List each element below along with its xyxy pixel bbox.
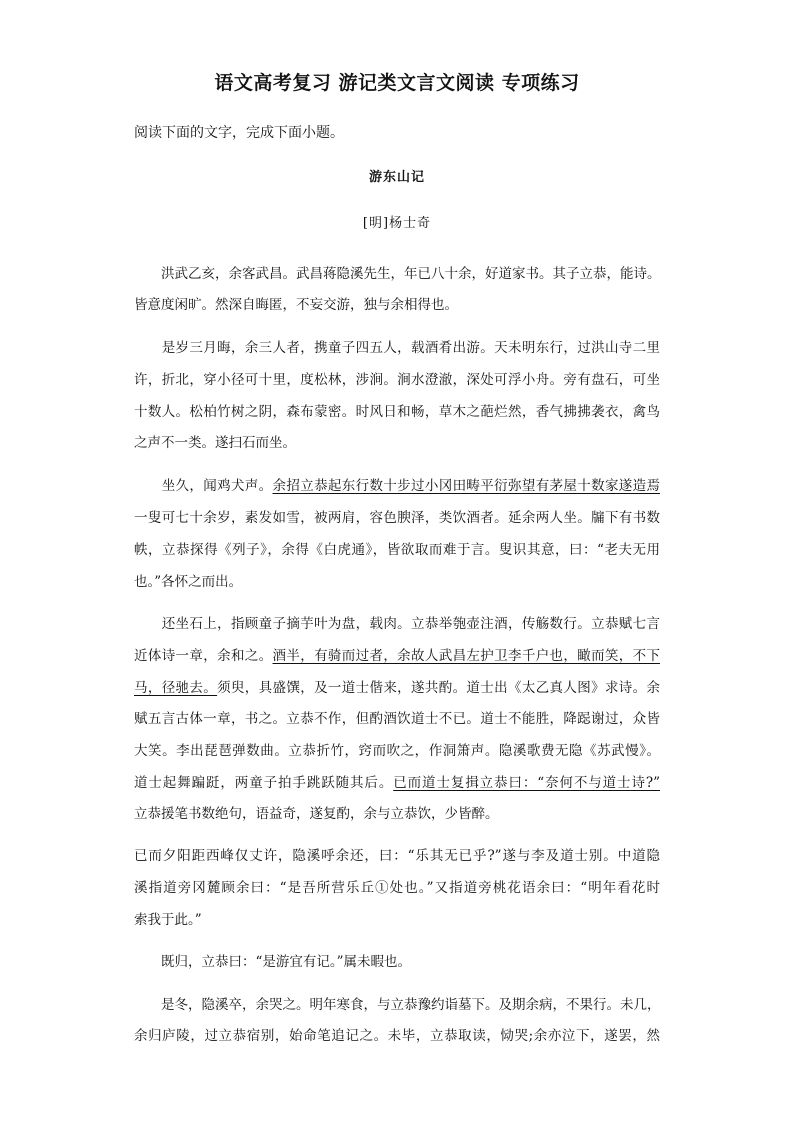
- passage-line: 大笑。李出琵琶弹数曲。立恭折竹，窍而吹之，作洞箫声。隐溪歌费无隐《苏武慢》。: [134, 743, 660, 759]
- passage-line: 皆意度闲旷。然深自晦匿，不妄交游，独与余相得也。: [134, 297, 458, 313]
- passage-title: 游东山记: [368, 170, 425, 185]
- passage-line: 是岁三月晦，余三人者，携童子四五人，载酒肴出游。天未明东行，过洪山寺二里: [134, 340, 660, 356]
- underlined-passage-text: 余招立恭起东行数十步过小冈田畴平衍弥望有茅屋十数家遂造焉: [272, 478, 660, 494]
- underlined-passage-text: 已而道士复揖立恭曰：“奈何不与道士诗?”: [393, 775, 660, 791]
- passage-line: 既归，立恭曰：“是游宜有记。”属未暇也。: [134, 954, 412, 970]
- passage-line: 索我于此。”: [134, 912, 202, 928]
- passage-line: 余归庐陵，过立恭宿别，始命笔追记之。未毕，立恭取读，恸哭;余亦泣下，遂罢，然: [134, 1028, 660, 1044]
- passage-line: 十数人。松柏竹树之阴，森布蒙密。时风日和畅，草木之葩烂然，香气拂拂袭衣，禽鸟: [134, 404, 660, 420]
- passage-line: 立恭援笔书数绝句，语益奇，遂复酌，余与立恭饮，少皆醉。: [134, 806, 499, 822]
- passage-line: 洪武乙亥，余客武昌。武昌蒋隐溪先生，年已八十余，好道家书。其子立恭，能诗。: [134, 266, 660, 282]
- passage-line: 也。”各怀之而出。: [134, 574, 243, 590]
- page-title: 语文高考复习 游记类文言文阅读 专项练习: [214, 72, 580, 94]
- underlined-passage-text: 马，径驰去。: [134, 680, 218, 696]
- passage-line: 道士起舞蹁跹，两童子拍手跳跃随其后。已而道士复揖立恭曰：“奈何不与道士诗?”: [134, 775, 660, 791]
- underlined-passage-text: 酒半，有骑而过者，余故人武昌左护卫李千户也，瞰而笑，不下: [272, 648, 660, 664]
- passage-line: 溪指道旁冈麓顾余曰：“是吾所营乐丘①处也。”又指道旁桃花语余曰：“明年看花时: [134, 880, 660, 896]
- passage-line: 赋五言古体一章，书之。立恭不作，但酌酒饮道士不已。道士不能胜，降跽谢过，众皆: [134, 711, 660, 727]
- instruction-text: 阅读下面的文字，完成下面小题。: [134, 125, 344, 141]
- passage-line: 一叟可七十余岁，素发如雪，被两肩，容色腴泽，类饮酒者。延余两人坐。牖下有书数: [134, 510, 660, 526]
- passage-line: 已而夕阳距西峰仅丈许，隐溪呼余还，曰：“乐其无已乎?”遂与李及道士别。中道隐: [134, 848, 660, 864]
- passage-line: 帙，立恭探得《列子》，余得《白虎通》，皆欲取而难于言。叟识其意，曰：“老夫无用: [134, 542, 660, 558]
- passage-line: 之声不一类。遂扫石而坐。: [134, 435, 296, 451]
- passage-line: 许，折北，穿小径可十里，度松林，涉涧。涧水澄澈，深处可浮小舟。旁有盘石，可坐: [134, 372, 660, 388]
- passage-line: 是冬，隐溪卒，余哭之。明年寒食，与立恭豫约诣墓下。及期余病，不果行。未几，: [134, 997, 660, 1013]
- passage-line: 坐久，闻鸡犬声。余招立恭起东行数十步过小冈田畴平衍弥望有茅屋十数家遂造焉: [134, 478, 660, 494]
- passage-author: [明]杨士奇: [362, 216, 432, 231]
- passage-line: 近体诗一章，余和之。酒半，有骑而过者，余故人武昌左护卫李千户也，瞰而笑，不下: [134, 648, 660, 664]
- passage-line: 还坐石上，指顾童子摘芋叶为盘，载肉。立恭举匏壶注酒，传觞数行。立恭赋七言: [134, 616, 660, 632]
- passage-line: 马，径驰去。须臾，具盛馔，及一道士偕来，遂共酌。道士出《太乙真人图》求诗。余: [134, 680, 660, 696]
